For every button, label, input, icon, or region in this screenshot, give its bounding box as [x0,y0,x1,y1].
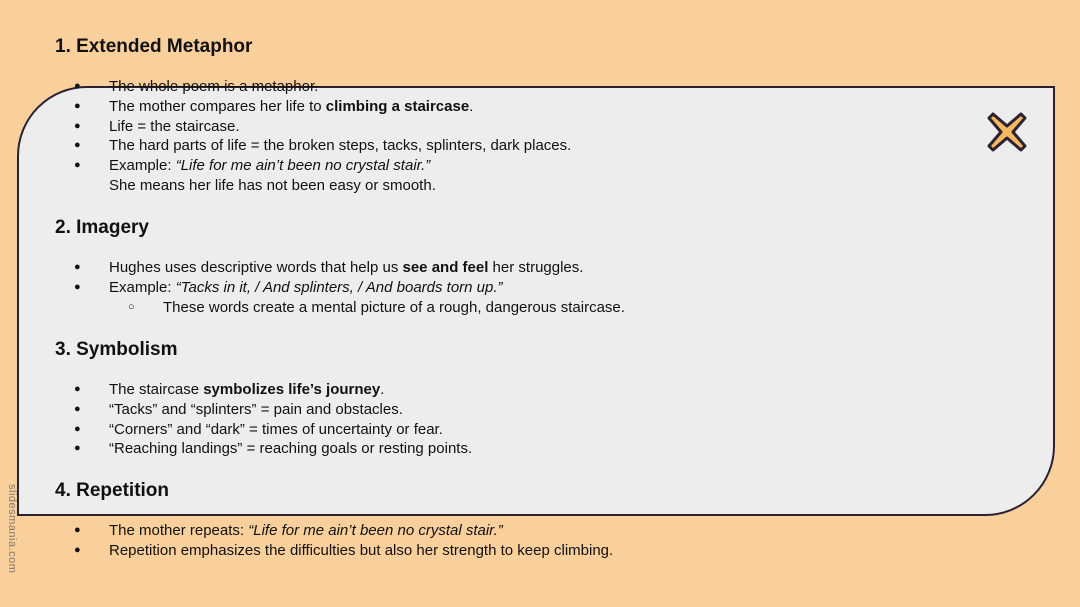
list-item: Example: “Tacks in it, / And splinters, / And boards torn up.” [109,279,503,296]
bullet: ● [74,442,81,454]
bullet: ● [74,281,81,293]
list-item: The hard parts of life = the broken steps, tacks, splinters, dark places. [109,137,572,154]
bullet: ● [74,524,81,536]
watermark-text: slidesmania.com [6,484,18,574]
bullet: ● [74,423,81,435]
list-item: The mother repeats: “Life for me ain’t been no crystal stair.” [109,522,503,539]
list-item: The mother compares her life to climbing a staircase. [109,98,474,115]
heading-imagery: 2. Imagery [55,217,149,238]
bullet: ● [74,403,81,415]
list-item: The whole poem is a metaphor. [109,78,319,95]
bullet: ● [74,100,81,112]
sub-list-item: These words create a mental picture of a rough, dangerous staircase. [163,299,625,316]
bullet: ● [74,159,81,171]
list-item: Life = the staircase. [109,118,240,135]
bullet: ● [74,383,81,395]
bullet: ● [74,139,81,151]
heading-symbolism: 3. Symbolism [55,339,178,360]
bullet: ● [74,544,81,556]
bullet: ● [74,120,81,132]
heading-repetition: 4. Repetition [55,480,170,501]
list-item: “Tacks” and “splinters” = pain and obstacles. [109,401,403,418]
heading-extended-metaphor: 1. Extended Metaphor [55,36,253,57]
list-item: Repetition emphasizes the difficulties but also her strength to keep climbing. [109,542,614,559]
list-item-continuation: She means her life has not been easy or smooth. [109,177,436,194]
list-item: Example: “Life for me ain’t been no crystal stair.” [109,157,431,174]
list-item: “Corners” and “dark” = times of uncertainty or fear. [109,421,443,438]
list-item: The staircase symbolizes life’s journey. [109,381,385,398]
bullet: ● [74,261,81,273]
list-item: Hughes uses descriptive words that help us see and feel her struggles. [109,259,584,276]
list-item: “Reaching landings” = reaching goals or resting points. [109,440,473,457]
sub-bullet: ○ [128,301,135,313]
bullet: ● [74,80,81,92]
